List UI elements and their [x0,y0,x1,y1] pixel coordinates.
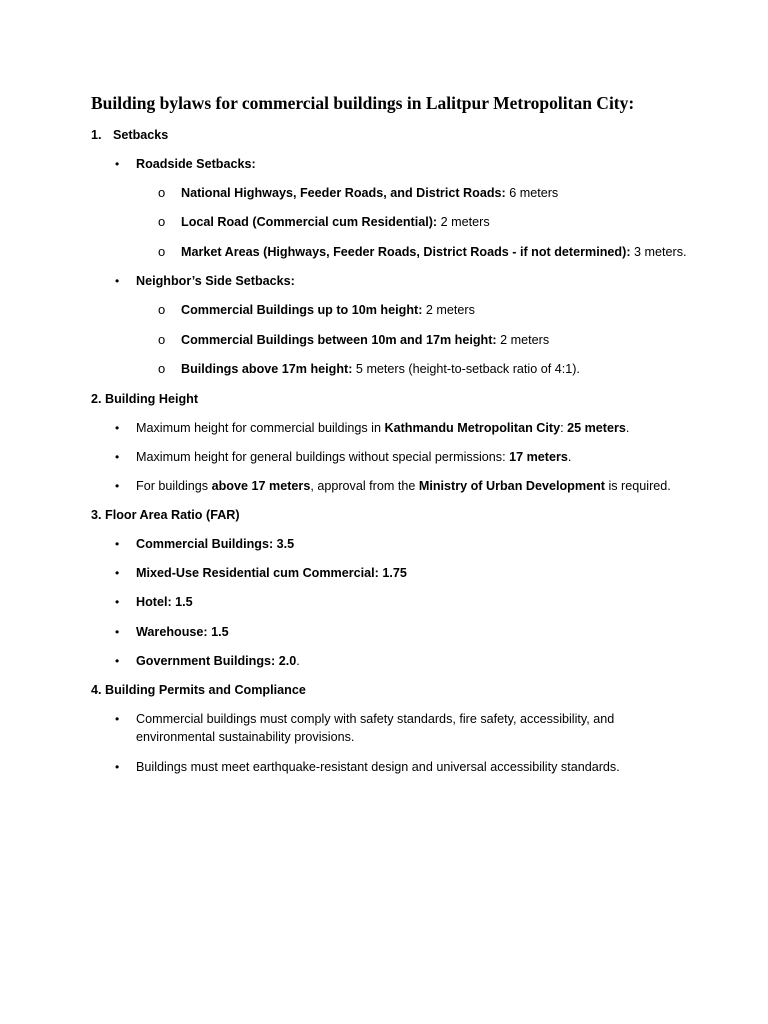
bullet-icon: • [115,625,120,639]
building-height-item: Maximum height for general buildings without special permissions: 17 meters. [136,450,572,464]
bullet-icon: • [115,479,120,493]
section-2-heading: 2. Building Height [91,392,199,406]
section-4-heading: 4. Building Permits and Compliance [91,683,306,697]
far-item: Mixed-Use Residential cum Commercial: 1.75 [136,566,407,580]
sub-bullet-icon: o [158,361,166,376]
roadside-item: Market Areas (Highways, Feeder Roads, District Roads - if not determined): 3 meters. [181,245,687,259]
document-title: Building bylaws for commercial buildings in Lalitpur Metropolitan City: [91,93,635,113]
bullet-icon: • [115,712,120,726]
neighbor-item: Buildings above 17m height: 5 meters (height-to-setback ratio of 4:1). [181,362,580,376]
bullet-icon: • [115,654,120,668]
section-1-number: 1. [91,128,102,142]
section-3-heading: 3. Floor Area Ratio (FAR) [91,508,240,522]
far-item: Government Buildings: 2.0. [136,654,300,668]
building-height-item: For buildings above 17 meters, approval from the Ministry of Urban Development is required. [136,479,671,493]
neighbor-item: Commercial Buildings between 10m and 17m height: 2 meters [181,333,550,347]
bullet-icon: • [115,157,120,171]
sub-bullet-icon: o [158,244,166,259]
far-item: Hotel: 1.5 [136,595,193,609]
far-item: Warehouse: 1.5 [136,625,229,639]
bullet-icon: • [115,274,120,288]
roadside-setbacks-heading: Roadside Setbacks: [136,157,256,171]
permits-item-line-2: environmental sustainability provisions. [136,730,355,744]
neighbor-setbacks-heading: Neighbor’s Side Setbacks: [136,274,295,288]
building-height-item: Maximum height for commercial buildings in Kathmandu Metropolitan City: 25 meters. [136,421,630,435]
roadside-item: National Highways, Feeder Roads, and District Roads: 6 meters [181,186,559,200]
neighbor-item: Commercial Buildings up to 10m height: 2 meters [181,303,475,317]
bullet-icon: • [115,760,120,774]
bullet-icon: • [115,450,120,464]
far-item: Commercial Buildings: 3.5 [136,537,295,551]
bullet-icon: • [115,566,120,580]
sub-bullet-icon: o [158,332,166,347]
roadside-item: Local Road (Commercial cum Residential): 2 meters [181,215,490,229]
section-1-heading: Setbacks [113,128,169,142]
sub-bullet-icon: o [158,214,166,229]
bullet-icon: • [115,421,120,435]
sub-bullet-icon: o [158,302,166,317]
bullet-icon: • [115,537,120,551]
sub-bullet-icon: o [158,185,166,200]
bullet-icon: • [115,595,120,609]
permits-item-line-1: Commercial buildings must comply with safety standards, fire safety, accessibility, and [136,712,615,726]
permits-item: Buildings must meet earthquake-resistant design and universal accessibility standards. [136,760,620,774]
